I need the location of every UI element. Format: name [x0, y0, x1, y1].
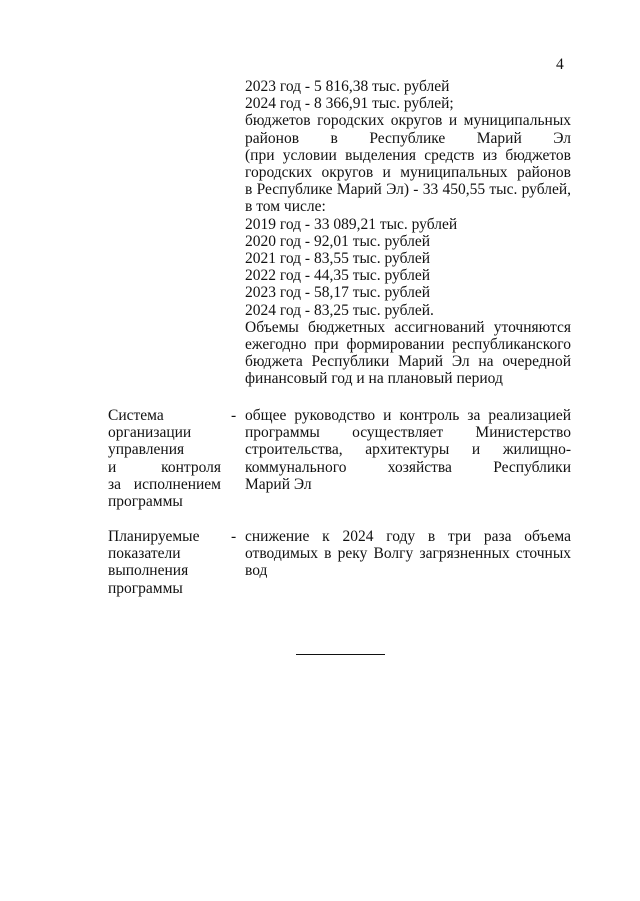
funding-line: бюджетов городских округов и муниципальных: [245, 112, 571, 130]
funding-line: ежегодно при формировании республиканского: [245, 336, 571, 354]
label-line: Планируемые: [108, 528, 200, 545]
funding-line: 2024 год - 83,25 тыс. рублей.: [245, 301, 434, 319]
funding-line: 2023 год - 5 816,38 тыс. рублей: [245, 78, 450, 95]
content-line: коммунального хозяйства Республики: [245, 458, 571, 476]
funding-line: 2019 год - 33 089,21 тыс. рублей: [245, 215, 458, 233]
label-line: показатели: [108, 545, 181, 563]
funding-line: бюджета Республики Марий Эл на очередной: [245, 353, 571, 371]
label-line: программы: [108, 493, 183, 511]
funding-line: Объемы бюджетных ассигнований уточняются: [245, 318, 571, 336]
funding-line: финансовый год и на плановый период: [245, 370, 503, 388]
funding-line: (при условии выделения средств из бюджетов: [245, 146, 571, 164]
row-dash: -: [231, 407, 237, 424]
label-line: Система: [108, 407, 164, 424]
label-line: программы: [108, 579, 183, 597]
funding-line: в том числе:: [245, 198, 326, 216]
content-line: строительства, архитектуры и жилищно-: [245, 441, 571, 459]
content-line: Марий Эл: [245, 475, 312, 493]
funding-line: 2024 год - 8 366,91 тыс. рублей;: [245, 95, 454, 113]
end-separator-line: [296, 654, 385, 655]
funding-line: 2023 год - 58,17 тыс. рублей: [245, 284, 431, 302]
content-line: отводимых в реку Волгу загрязненных сточных: [245, 545, 571, 563]
content-line: снижение к 2024 году в три раза объема: [245, 528, 571, 545]
funding-line: городских округов и муниципальных районов: [245, 164, 571, 182]
funding-line: 2021 год - 83,55 тыс. рублей: [245, 250, 431, 268]
system-label: [108, 407, 221, 510]
row-dash: -: [231, 528, 237, 545]
funding-line: 2020 год - 92,01 тыс. рублей: [245, 232, 431, 250]
label-line: и контроля: [108, 458, 221, 476]
content-line: программы осуществляет Министерство: [245, 424, 571, 442]
page-number: 4: [556, 56, 564, 73]
label-line: за исполнением: [108, 475, 221, 493]
system-content: [245, 407, 571, 493]
content-line: общее руководство и контроль за реализацией: [245, 407, 571, 424]
funding-line: районов в Республике Марий Эл: [245, 129, 571, 147]
indicators-content: [245, 528, 571, 580]
funding-sources-block: [245, 78, 571, 388]
indicators-label: [108, 528, 221, 597]
label-line: выполнения: [108, 562, 189, 580]
funding-line: в Республике Марий Эл) - 33 450,55 тыс. рублей,: [245, 181, 571, 199]
funding-line: 2022 год - 44,35 тыс. рублей: [245, 267, 431, 285]
label-line: организации: [108, 424, 192, 442]
label-line: управления: [108, 441, 185, 459]
content-line: вод: [245, 562, 268, 580]
